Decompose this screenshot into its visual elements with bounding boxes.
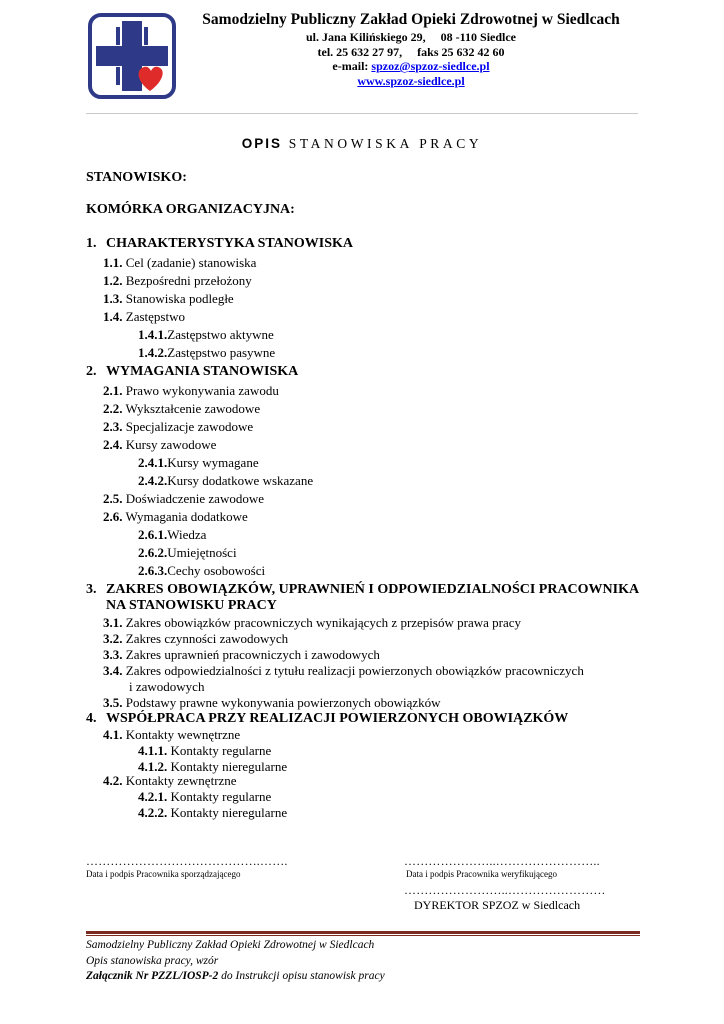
title-part2: STANOWISKA PRACY [288,136,483,151]
signature-line-verifier: …………………..…………………….. [404,854,600,868]
item-2-6-2: 2.6.2.Umiejętności [138,545,237,560]
footer-divider-thick [86,931,640,934]
item-4-2-2: 4.2.2. Kontakty nieregularne [138,805,288,820]
item-3-4-cont: i zawodowych [129,679,205,694]
item-4-1-2: 4.1.2. Kontakty nieregularne [138,759,288,774]
signature-label-preparer: Data i podpis Pracownika sporządzającego [86,869,241,879]
item-1-4-1: 1.4.1.Zastępstwo aktywne [138,327,274,342]
section-4-heading: 4. WSPÓŁPRACA PRZY REALIZACJI POWIERZONYCH OBOWIĄZKÓW [86,711,569,726]
section-3-heading-cont: NA STANOWISKU PRACY [106,598,277,613]
section-2-heading: 2. WYMAGANIA STANOWISKA [86,364,299,379]
signature-label-verifier: Data i podpis Pracownika weryfikującego [406,869,557,879]
footer [86,938,385,985]
signature-line-preparer: …………………………………….……. [86,854,288,868]
email-line [186,59,636,74]
item-1-1: 1.1. Cel (zadanie) stanowiska [103,255,257,270]
footer-line-1: Samodzielny Publiczny Zakład Opieki Zdrowotnej w Siedlcach [86,939,375,951]
item-1-3: 1.3. Stanowiska podległe [103,291,234,306]
item-2-5: 2.5. Doświadczenie zawodowe [103,491,264,506]
email-link[interactable]: spzoz@spzoz-siedlce.pl [371,59,490,73]
field-stanowisko: STANOWISKO: [86,170,187,185]
item-2-1: 2.1. Prawo wykonywania zawodu [103,383,279,398]
item-2-4-2: 2.4.2.Kursy dodatkowe wskazane [138,473,314,488]
item-2-6-1: 2.6.1.Wiedza [138,527,207,542]
item-3-3: 3.3. Zakres uprawnień pracowniczych i zawodowych [103,647,380,662]
item-3-2: 3.2. Zakres czynności zawodowych [103,631,289,646]
organization-name: Samodzielny Publiczny Zakład Opieki Zdrowotnej w Siedlcach [202,11,620,28]
item-3-4: 3.4. Zakres odpowiedzialności z tytułu realizacji powierzonych obowiązków pracowniczych [103,663,584,678]
item-4-1: 4.1. Kontakty wewnętrzne [103,727,241,742]
document-title [0,136,724,152]
item-4-1-1: 4.1.1. Kontakty regularne [138,743,272,758]
signature-line-director: ……………………..…………………… [404,883,606,897]
footer-divider-thin [86,935,640,936]
item-4-2: 4.2. Kontakty zewnętrzne [103,773,237,788]
item-2-3: 2.3. Specjalizacje zawodowe [103,419,254,434]
item-3-1: 3.1. Zakres obowiązków pracowniczych wynikających z przepisów prawa pracy [103,615,521,630]
hospital-cross-heart-logo [88,13,176,99]
item-2-2: 2.2. Wykształcenie zawodowe [103,401,261,416]
director-label: DYREKTOR SPZOZ w Siedlcach [414,898,581,912]
website-link[interactable]: www.spzoz-siedlce.pl [357,73,465,88]
website-line [186,74,636,89]
title-part1: OPIS [241,136,283,151]
section-1-heading: 1. CHARAKTERYSTYKA STANOWISKA [86,236,354,251]
item-3-5: 3.5. Podstawy prawne wykonywania powierzonych obowiązków [103,695,441,710]
header-divider [86,113,638,114]
item-4-2-1: 4.2.1. Kontakty regularne [138,789,272,804]
footer-line-2: Opis stanowiska pracy, wzór [86,954,219,967]
item-1-4: 1.4. Zastępstwo [103,309,185,324]
phone-fax: tel. 25 632 27 97, faks 25 632 42 60 [317,44,505,59]
item-1-2: 1.2. Bezpośredni przełożony [103,273,252,288]
item-2-6: 2.6. Wymagania dodatkowe [103,509,248,524]
section-3-heading: 3. ZAKRES OBOWIĄZKÓW, UPRAWNIEŃ I ODPOWIEDZIALNOŚCI PRACOWNIKA [86,582,640,597]
letterhead [186,10,636,88]
address: ul. Jana Kilińskiego 29, 08 -110 Siedlce [305,30,517,44]
footer-line-3: Załącznik Nr PZZL/IOSP-2 do Instrukcji opisu stanowisk pracy [86,970,385,982]
item-2-6-3: 2.6.3.Cechy osobowości [138,563,266,578]
item-2-4-1: 2.4.1.Kursy wymagane [138,455,259,470]
item-1-4-2: 1.4.2.Zastępstwo pasywne [138,345,276,360]
field-komorka: KOMÓRKA ORGANIZACYJNA: [86,202,295,217]
item-2-4: 2.4. Kursy zawodowe [103,437,217,452]
email-label: e-mail: [332,59,372,73]
